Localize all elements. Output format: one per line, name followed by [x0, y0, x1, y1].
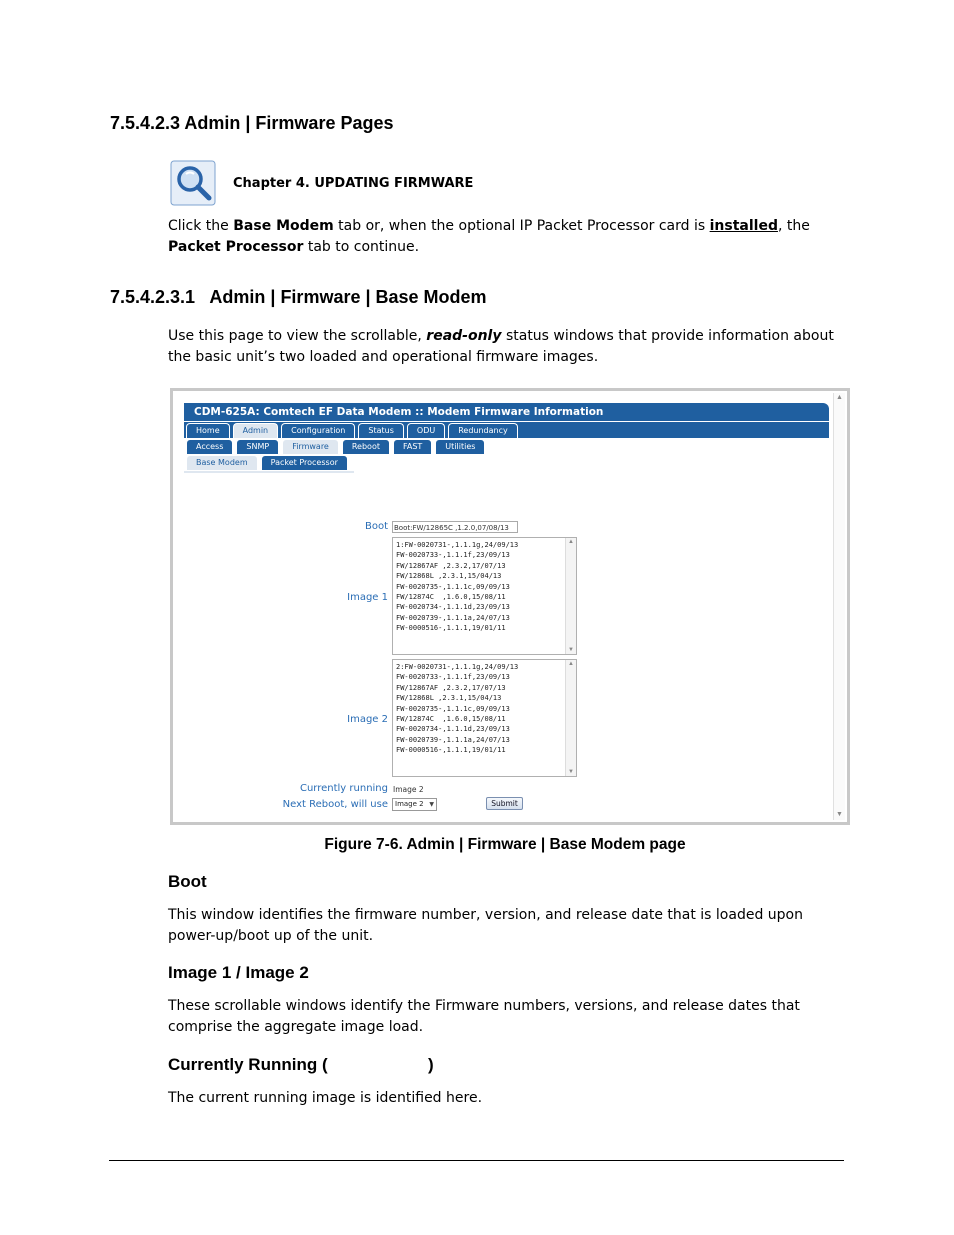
image1-line: FW-0000516-,1.1.1,19/01/11: [396, 624, 506, 633]
tab-redundancy[interactable]: Redundancy: [448, 423, 518, 438]
running-heading-left: Currently Running (: [168, 1055, 328, 1074]
image2-label: Image 2: [347, 714, 388, 725]
tab-odu[interactable]: ODU: [407, 423, 445, 438]
image1-line: FW-0020739-,1.1.1a,24/07/13: [396, 613, 510, 622]
admin-tab-row: [184, 439, 485, 455]
tab-home[interactable]: Home: [186, 423, 230, 438]
tab-admin[interactable]: Admin: [233, 423, 279, 438]
web-page-title: CDM-625A: Comtech EF Data Modem :: Modem Firmware Information: [184, 403, 829, 421]
image1-line: FW-0020734-,1.1.1d,23/09/13: [396, 603, 510, 612]
firmware-page-screenshot: [170, 388, 850, 825]
subsection-paragraph: Use this page to view the scrollable, read-only status windows that provide information about the basic unit’s two loaded and operational firmware images.: [168, 328, 834, 365]
image2-textarea[interactable]: [392, 659, 577, 777]
image1-line: FW/12867AF ,2.3.2,17/07/13: [396, 561, 506, 570]
footer-divider: [109, 1160, 844, 1161]
tab-access[interactable]: Access: [186, 439, 233, 454]
tab-fast[interactable]: FAST: [393, 439, 432, 454]
image-heading: Image 1 / Image 2: [168, 963, 309, 982]
image1-line: FW/12874C ,1.6.0,15/08/11: [396, 593, 506, 602]
tab-packet-processor[interactable]: Packet Processor: [261, 455, 348, 470]
boot-label: Boot: [364, 521, 388, 532]
image2-line: 2:FW-0020731-,1.1.1g,24/09/13: [396, 663, 519, 671]
image1-scrollbar[interactable]: ▲ ▼: [565, 538, 576, 654]
intro-paragraph: Click the Base Modem tab or, when the optional IP Packet Processor card is installed, the Packet Processor tab to continue.: [168, 218, 810, 255]
image1-line: FW-0020733-,1.1.1f,23/09/13: [396, 551, 510, 560]
firmware-tab-row: [184, 455, 348, 471]
tab-snmp[interactable]: SNMP: [236, 439, 279, 454]
tab-firmware[interactable]: Firmware: [282, 439, 339, 454]
boot-text: This window identifies the firmware number, version, and release date that is loaded upon power-up/boot up of the unit.: [168, 907, 803, 944]
tab-base-modem[interactable]: Base Modem: [186, 455, 258, 470]
image2-lines: [396, 662, 518, 756]
magnifier-icon: [170, 160, 216, 206]
image1-line: 1:FW-0020731-,1.1.1g,24/09/13: [396, 541, 519, 549]
image2-line: FW-0020735-,1.1.1c,09/09/13: [396, 704, 510, 713]
tab-status[interactable]: Status: [358, 423, 404, 438]
image2-line: FW-0000516-,1.1.1,19/01/11: [396, 746, 506, 755]
tab-reboot[interactable]: Reboot: [342, 439, 390, 454]
image2-line: FW-0020733-,1.1.1f,23/09/13: [396, 673, 510, 682]
image1-lines: [396, 540, 518, 634]
image2-line: FW-0020739-,1.1.1a,24/07/13: [396, 735, 510, 744]
tab-utilities[interactable]: Utilities: [435, 439, 485, 454]
tab-configuration[interactable]: Configuration: [281, 423, 355, 438]
next-reboot-label: Next Reboot, will use: [282, 799, 388, 810]
next-reboot-select[interactable]: [392, 798, 437, 811]
image2-line: FW-0020734-,1.1.1d,23/09/13: [396, 725, 510, 734]
next-reboot-value: Image 2: [395, 800, 424, 808]
running-text: The current running image is identified here.: [168, 1090, 483, 1106]
image1-line: FW-0020735-,1.1.1c,09/09/13: [396, 582, 510, 591]
chevron-down-icon: ▼: [429, 801, 434, 808]
image2-line: FW/12868L ,2.3.1,15/04/13: [396, 694, 502, 703]
image1-label: Image 1: [347, 592, 388, 603]
image2-line: FW/12867AF ,2.3.2,17/07/13: [396, 683, 506, 692]
main-tab-row: [184, 422, 829, 438]
section-heading: 7.5.4.2.3 Admin | Firmware Pages: [110, 113, 394, 133]
boot-field[interactable]: Boot:FW/12865C ,1.2.0,07/08/13: [392, 521, 518, 533]
currently-running-label: Currently running: [299, 783, 388, 794]
boot-heading: Boot: [168, 872, 207, 891]
submit-button[interactable]: Submit: [486, 797, 523, 810]
subsection-heading: 7.5.4.2.3.1 Admin | Firmware | Base Modem: [110, 287, 487, 307]
image2-scrollbar[interactable]: ▲ ▼: [565, 660, 576, 776]
image2-line: FW/12874C ,1.6.0,15/08/11: [396, 715, 506, 724]
chapter-reference: Chapter 4. UPDATING FIRMWARE: [233, 176, 474, 191]
running-heading-right: ): [428, 1055, 434, 1074]
image1-textarea[interactable]: [392, 537, 577, 655]
image-text: These scrollable windows identify the Firmware numbers, versions, and release dates that comprise the aggregate image load.: [168, 998, 800, 1035]
currently-running-value: Image 2: [393, 785, 424, 794]
figure-caption: Figure 7-6. Admin | Firmware | Base Modem page: [324, 836, 686, 853]
image1-line: FW/12868L ,2.3.1,15/04/13: [396, 572, 502, 581]
screenshot-scrollbar[interactable]: ▲ ▼: [833, 393, 845, 820]
subtab-underline: [184, 471, 354, 473]
